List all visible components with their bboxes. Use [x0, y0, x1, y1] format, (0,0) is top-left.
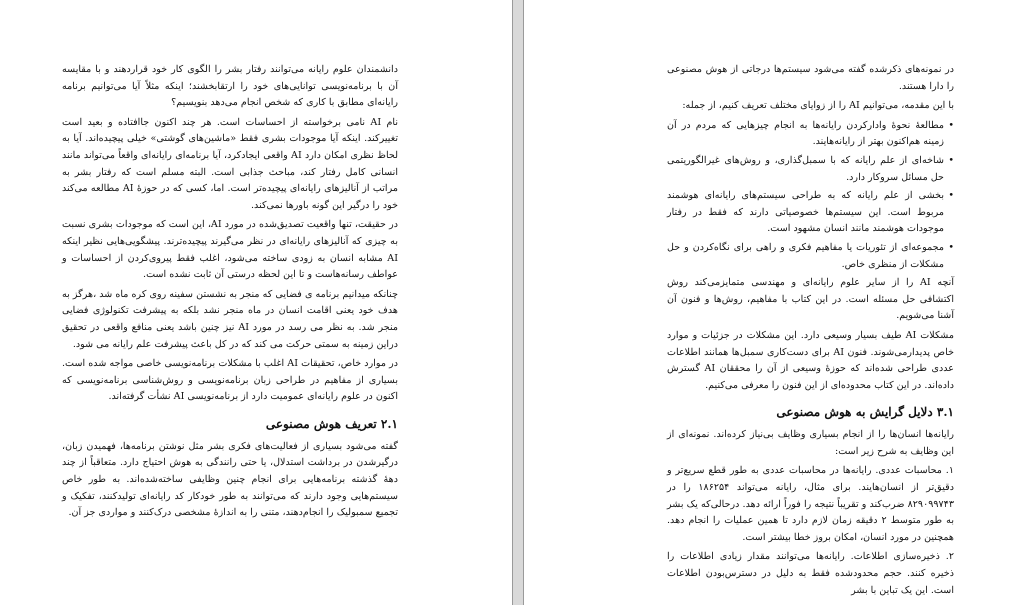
right-page	[524, 0, 1024, 605]
left-paragraph-1: دانشمندان علوم رایانه می‌توانند رفتار بشر را الگوی کار خود قراردهند و با مقایسه آن با برنامه‌نویسی توانایی‌های خود را ارتقابخشند؛ اینکه مثلاً آیا می‌توانیم برنامه رایانه‌ای مطابق با کاری که شخص انجام می‌دهد بنویسیم؟	[62, 64, 398, 109]
left-paragraph-6: گفته می‌شود بسیاری از فعالیت‌های فکری بشر مثل نوشتن برنامه‌ها، فهمیدن زبان، درگیرشدن در برداشت استدلال، یا حتی رانندگی به هوش احتیاج دارد. متعاقباً از چند دههٔ گذشته برنامه‌هایی برای انجام چنین وظایفی ساخته‌شده‌اند. به طور خاص سیستم‌هایی وجود دارند که می‌توانند به طور خودکار کد رایانه‌ای تولیدکنند، تفکیک و تجمیع سمبولیک را انجام‌دهند، متنی را به اندازهٔ مشخصی درک‌کنند و مواردی جز آن.	[62, 440, 398, 519]
right-intro-2: با این مقدمه، می‌توانیم AI را از زوایای مختلف تعریف کنیم، از جمله:	[682, 100, 954, 112]
definition-item: • مجموعه‌ای از تئوریات یا مفاهیم فکری و راهی برای نگاه‌کردن و حل مشکلات از منظری خاص.	[667, 240, 954, 273]
left-paragraph-2: نام AI نامی برخواسته از احساسات است. هر چند اکنون جاافتاده و بعید است تغییرکند. اینکه آیا موجودات بشری فقط «ماشین‌های گوشتی» خیلی پیچیده‌اند. آیا به لحاظ نظری امکان دارد AI واقعی ایجادکرد، آیا برنامه‌ای رایانه‌ای واقعاً می‌تواند مانند انسانی کامل رفتار کند، مباحث جذابی است. البته مسلم است که رفتار بشر به مراتب از آنالیزهای رایانه‌ای پیچیده‌تر است. اما، کسی که در حوزهٔ AI مطالعه می‌کند خود را درگیر این گونه باورها نمی‌کند.	[62, 116, 399, 211]
book-gutter	[512, 0, 524, 605]
left-column-text	[62, 62, 398, 522]
left-paragraph-5: در موارد خاص، تحقیقات AI اغلب با مشکلات برنامه‌نویسی خاصی مواجه شده است. بسیاری از مفاهیم در طراحی زبان برنامه‌نویسی و روش‌شناسی برنامه‌نویسی که اکنون در علوم رایانه‌ای عمومیت دارد از برنامه‌نویسی AI نشأت گرفته‌اند.	[62, 358, 398, 403]
right-paragraph-2: مشکلات AI طیف بسیار وسیعی دارد. این مشکلات در جزئیات و موارد خاص پدیدارمی‌شوند. فنون AI برای دست‌کاری سمبل‌ها همانند اطلاعات عددی طراحی شده‌اند که حوزهٔ وسیعی از آن را محققان AI گسترش داده‌اند. در این کتاب محدوده‌ای از این فنون را معرفی می‌کنیم.	[667, 329, 955, 391]
right-paragraph-3: رایانه‌ها انسان‌ها را از انجام بسیاری وظایف بی‌نیاز کرده‌اند. نمونه‌ای از این وظایف به شرح زیر است:	[667, 429, 954, 457]
definition-item: • مطالعهٔ نحوهٔ وادارکردن رایانه‌ها به انجام چیزهایی که مردم در آن زمینه هم‌اکنون بهتر از رایانه‌هایند.	[667, 118, 954, 151]
section-heading-2-1: ۲.۱ تعریف هوش مصنوعی	[265, 416, 398, 431]
right-paragraph-1: آنچه AI را از سایر علوم رایانه‌ای و مهندسی متمایزمی‌کند روش اکتشافی حل مسئله است. در این کتاب با مفاهیم، روش‌ها و فنون آن آشنا می‌شویم.	[667, 277, 954, 322]
definition-item: • شاخه‌ای از علم رایانه که با سمبل‌گذاری، و روش‌های غیرالگوریتمی حل مسائل سروکار دارد.	[667, 153, 954, 186]
right-column-text	[667, 62, 954, 599]
right-paragraph-5: ۲. ذخیره‌سازی اطلاعات. رایانه‌ها می‌توانند مقدار زیادی اطلاعات را ذخیره کنند. حجم محدودشده فقط به دلیل در دسترس‌بودن اطلاعات است. این یک تباین با بشر	[667, 551, 954, 596]
section-heading-3-1: ۳.۱ دلایل گرایش به هوش مصنوعی	[776, 405, 954, 420]
right-paragraph-4: ۱. محاسبات عددی. رایانه‌ها در محاسبات عددی به طور قطع سریع‌تر و دقیق‌تر از انسان‌هایند. برای مثال، رایانه می‌تواند ۱۸۶۲۵۴ را در ۸۲۹۰۹۹۷۴۳ ضرب‌کند و تقریباً نتیجه را فوراً ارائه دهد. درحالی‌که یک بشر به طور متوسط ۲ دقیقه زمان لازم دارد تا همین عملیات را انجام دهد. همچنین در مورد انسان، امکان بروز خطا بیشتر است.	[667, 465, 955, 543]
definition-item: • بخشی از علم رایانه که به طراحی سیستم‌های رایانه‌ای هوشمند مربوط است. این سیستم‌ها خصوصیاتی دارند که فقط در رفتار موجودات هوشمند مانند انسان مشهود است.	[667, 188, 954, 238]
left-paragraph-4: چنانکه میدانیم برنامه ی فضایی که منجر به نشستن سفینه روی کره ماه شد ،هرگز به هدف خود یعنی اقامت انسان در ماه منجر نشد بلکه به پیشرفت تکنولوژی فضایی منجر شد. به نظر می رسد در مورد AI نیز چنین باشد یعنی منافع واقعی در تحقیق دراین زمینه به سمتی حرکت می کند که در کل باعث پیشرفت علم رایانه می شود.	[62, 288, 398, 350]
left-paragraph-3: در حقیقت، تنها واقعیت تصدیق‌شده در مورد AI، این است که موجودات بشری نسبت به چیزی که آنالیزهای رایانه‌ای در نظر می‌گیرند پیچیده‌ترند. پیشگویی‌هایی نظیر اینکه AI مشابه انسان به زودی ساخته می‌شود، اغلب فقط پیروی‌کردن از احساسات و عواطف رسانه‌هاست و تا این لحظه درستی آن ثابت نشده است.	[62, 219, 398, 281]
right-intro-1: در نمونه‌های ذکرشده گفته می‌شود سیستم‌ها درجاتی از هوش مصنوعی را دارا هستند.	[667, 64, 954, 92]
definition-list	[667, 118, 954, 273]
